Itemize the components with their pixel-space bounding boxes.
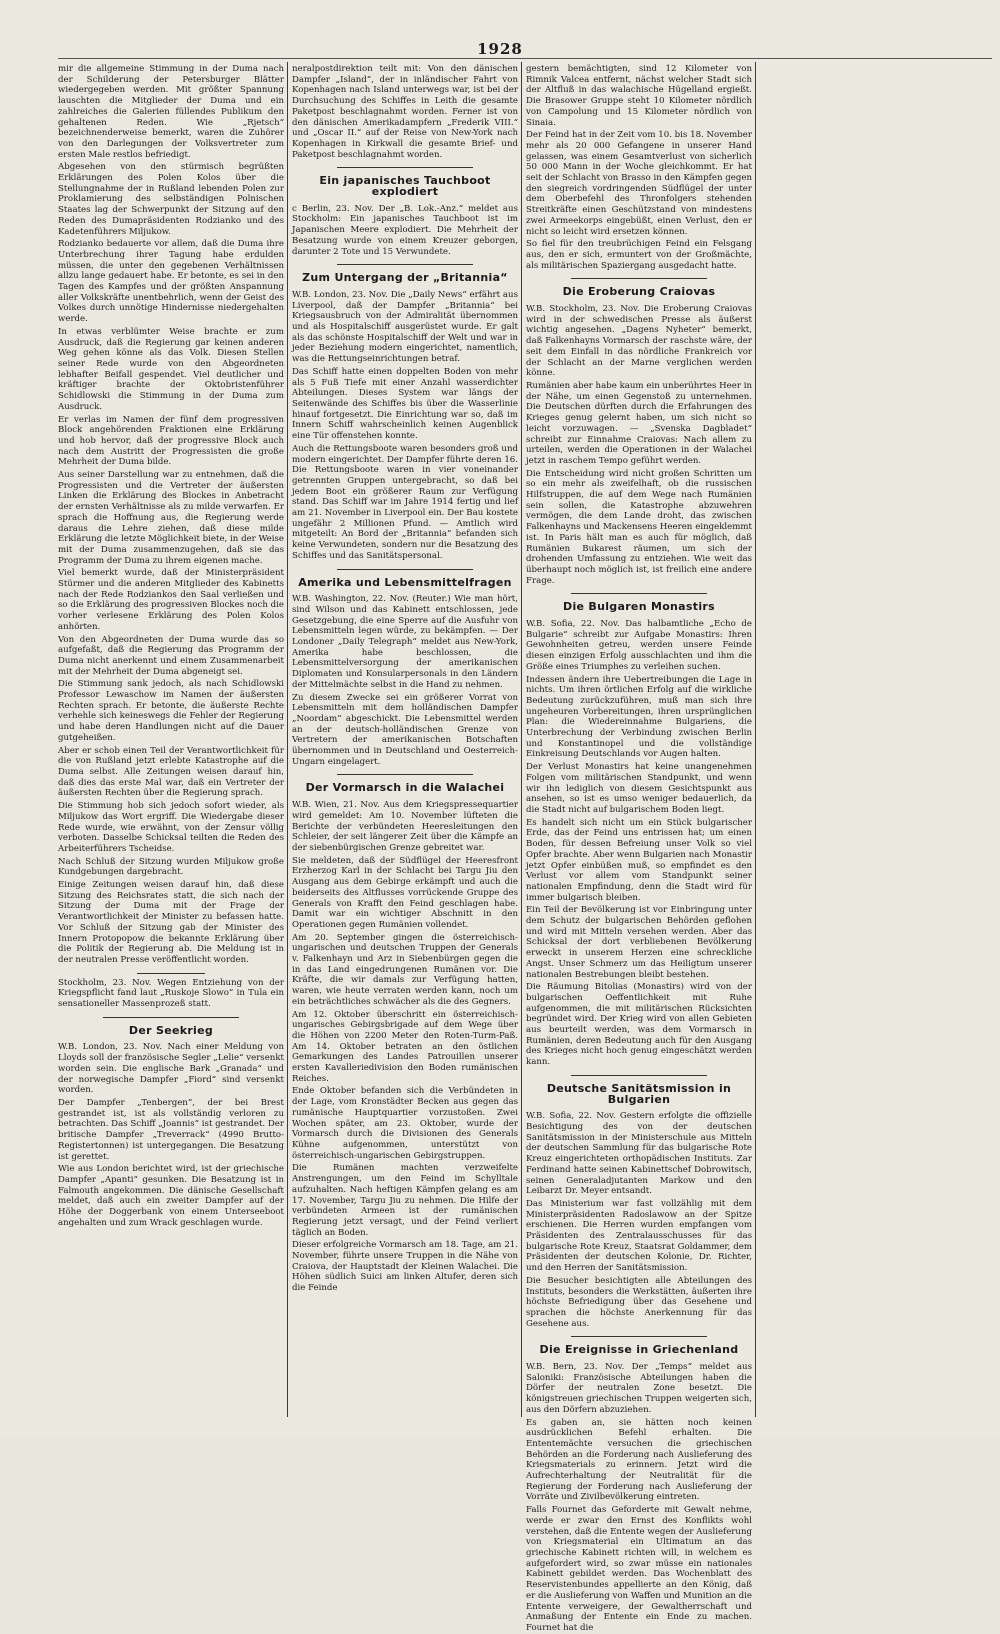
- article-paragraph: Zu diesem Zwecke sei ein größerer Vorrat von Lebensmitteln mit dem holländischen Dampfer „Noordam“ abgeschickt. Die Lebensmittel werden an der deutsch-holländischen Grenze von Vertretern der amerikanischen Botschaften übernommen und in Deutschland und Oesterreich-Ungarn eingelagert.: [292, 692, 518, 767]
- article-paragraph: Er verlas im Namen der fünf dem progressiven Block angehörenden Fraktionen eine Erklärung und hob hervor, daß der progressive Block auch nach dem Austritt der Progressisten die große Mehrheit der Duma bilde.: [58, 414, 284, 468]
- article-paragraph: neralpostdirektion teilt mit: Von den dänischen Dampfer „Island“, der in inländischer Fahrt von Kopenhagen nach Island unterwegs war, ist bei der Durchsuchung des Schiffes in Leith die gesamte Paketpost beschlagnahmt worden. Ferner ist von den dänischen Amerikadampfern „Frederik VIII.“ und „Oscar II.“ auf der Reise von New-York nach Kopenhagen in Kirkwall die gesamte Brief- und Paketpost beschlagnahmt worden.: [292, 64, 518, 160]
- article-paragraph: Aber er schob einen Teil der Verantwortlichkeit für die von Rußland jetzt erlebte Katastrophe auf die Duma selbst. Alle Zeitungen weisen darauf hin, daß dies das erste Mal war, daß ein Vertreter der äußersten Rechten über die Regierung sprach.: [58, 745, 284, 799]
- section-heading: Ein japanisches Tauchboot explodiert: [319, 174, 491, 199]
- section-heading: Amerika und Lebensmittelfragen: [298, 575, 512, 589]
- section-rule: [571, 278, 707, 279]
- section-heading: Die Bulgaren Monastirs: [563, 600, 715, 614]
- article-paragraph: Stockholm, 23. Nov. Wegen Entziehung von der Kriegspflicht fand laut „Ruskoje Slowo“ in Tula ein sensationeller Massenprozeß statt.: [58, 977, 284, 1010]
- section-heading: Der Vormarsch in die Walachei: [305, 781, 505, 795]
- article-paragraph: W.B. Bern, 23. Nov. Der „Temps“ meldet aus Saloniki: Französische Abteilungen haben die Dörfer der neutralen Zone besetzt. Die königstreuen griechischen Truppen weigerten sich, aus den Dörfern abzuziehen.: [526, 1362, 752, 1415]
- article-paragraph: Von den Abgeordneten der Duma wurde das so aufgefaßt, daß die Regierung das Programm der Duma nicht anerkennt und einem Zusammenarbeit mit der Mehrheit der Duma abgeneigt sei.: [58, 634, 284, 677]
- article-paragraph: Auch die Rettungsboote waren besonders groß und modern eingerichtet. Der Dampfer führte deren 16. Die Rettungsboote waren in vier voneinander getrennten Gruppen untergebracht, so daß bei jedem Boot ein größerer Raum zur Verfügung stand. Das Schiff war im Jahre 1914 fertig und lief am 21. November in Liverpool ein. Der Bau kostete ungefähr 2 Millionen Pfund. — Amtlich wird mitgeteilt: An Bord der „Britannia“ befanden sich keine Verwundeten, sondern nur die Besatzung des Schiffes und das Sanitätspersonal.: [292, 443, 518, 561]
- article-paragraph: Die Stimmung hob sich jedoch sofort wieder, als Miljukow das Wort ergriff. Die Wiedergabe dieser Rede wurde, wie erwähnt, von der Zensur völlig verboten. Dasselbe Schicksal teilten die Reden des Arbeiterführers Tscheidse.: [58, 801, 284, 854]
- section-heading: Die Eroberung Craiovas: [562, 285, 716, 299]
- article-paragraph: gestern bemächtigten, sind 12 Kilometer von Rimnik Valcea entfernt, nächst welcher Stadt sich der Altfluß in das walachische Hügelland ergießt. Die Brasower Gruppe steht 10 Kilometer nördlich von Campolung und 15 Kilometer nördlich von Sinaia.: [526, 64, 752, 128]
- section-rule: [571, 1075, 707, 1076]
- article-paragraph: Ein Teil der Bevölkerung ist vor Einbringung unter dem Schutz der bulgarischen Behörden geflohen und wird mit Mitteln versehen werden. Aber das Schicksal der dort verbliebenen Bevölkerung erweckt in unserem Herzen eine schreckliche Angst. Unser Schmerz um das Heiligtum unserer nationalen Bestrebungen bleibt bestehen.: [526, 905, 752, 980]
- article-paragraph: Rumänien aber habe kaum ein unberührtes Heer in der Nähe, um einen Gegenstoß zu unternehmen. Die Deutschen dürften durch die Erfahrungen des Krieges genug gelernt haben, um sich nicht so leicht vorzuwagen. — „Svenska Dagbladet“ schreibt zur Einnahme Craiovas: Nach allem zu urteilen, werden die Operationen in der Walachei jetzt in raschem Tempo geführt werden.: [526, 380, 752, 466]
- article-paragraph: Das Ministerium war fast vollzählig mit dem Ministerpräsidenten Radoslawow an der Spitze erschienen. Die Herren wurden empfangen vom Präsidenten des Zentralausschusses für das bulgarische Rote Kreuz, Staatsrat Goldammer, dem Präsidenten der deutschen Kolonie, Dr. Richter, und den Herren der Sanitätsmission.: [526, 1198, 752, 1274]
- article-paragraph: Abgesehen von den stürmisch begrüßten Erklärungen des Polen Kolos über die Stellungnahme der in Rußland lebenden Polen zur Proklamierung des selbständigen Polnischen Staates lag der Schwerpunkt der Sitzung auf den Reden des Dumapräsidenten Rodzianko und des Kadetenführers Miljukow.: [58, 162, 284, 237]
- article-paragraph: mir die allgemeine Stimmung in der Duma nach der Schilderung der Petersburger Blätter wiedergegeben werden. Mit größter Spannung lauschten die Mitglieder der Duma und ein zahlreiches die Galerien füllendes Publikum den gehaltenen Reden. Wie „Rjetsch“ bezeichnenderweise bemerkt, waren die Zuhörer von den Darlegungen der Volksvertreter zum ersten Male restlos befriedigt.: [58, 64, 284, 160]
- article-paragraph: Der Verlust Monastirs hat keine unangenehmen Folgen vom militärischen Standpunkt, und wenn wir ihn lediglich von diesem Gesichtspunkt aus ansehen, so ist es umso weniger bedauerlich, da die Stadt nicht auf bulgarischem Boden liegt.: [526, 762, 752, 815]
- article-paragraph: Am 12. Oktober überschritt ein österreichisch-ungarisches Gebirgsbrigade auf dem Wege über die Höhen von 2200 Meter den Roten-Turm-Paß. Am 14. Oktober betraten an den östlichen Gemarkungen des Landes Patrouillen unserer ersten Kavalleriedivision den Boden rumänischen Reiches.: [292, 1009, 518, 1084]
- section-heading: Die Ereignisse in Griechenland: [539, 1343, 739, 1357]
- article-paragraph: Der Dampfer „Tenbergen“, der bei Brest gestrandet ist, ist als vollständig verloren zu betrachten. Das Schiff „Joannis“ ist gestrandet. Der britische Dampfer „Treverrack“ (4990 Brutto-Registertonnen) ist untergegangen. Die Besatzung ist gerettet.: [58, 1097, 284, 1162]
- section-rule: [337, 264, 473, 265]
- section-heading: Der Seekrieg: [128, 1023, 214, 1037]
- section-rule: [337, 774, 473, 775]
- article-paragraph: Die Stimmung sank jedoch, als nach Schidlowski Professor Lewaschow im Namen der äußersten Rechten sprach. Er betonte, die äußerste Rechte verhehle sich keineswegs die Fehler der Regierung und habe deren Handlungen nicht auf die Dauer gutgeheißen.: [58, 679, 284, 743]
- article-paragraph: W.B. Sofia, 22. Nov. Das halbamtliche „Echo de Bulgarie“ schreibt zur Aufgabe Monastirs: Ihren Gewohnheiten getreu, werden unsere Feinde diesen einzigen Erfolg ausschlachten und ihm die Größe eines Triumphes zu verleihen suchen.: [526, 619, 752, 672]
- article-paragraph: Sie meldeten, daß der Südflügel der Heeresfront Erzherzog Karl in der Schlacht bei Targu Jiu den Ausgang aus dem Gebirge erkämpft und auch die beiderseits des Altflusses vorrückende Gruppe des Generals von Krafft den Feind geschlagen habe. Damit war ein wichtiger Abschnitt in den Operationen gegen Rumänien vollendet.: [292, 855, 518, 930]
- column-1: [58, 64, 284, 1414]
- article-paragraph: Der Feind hat in der Zeit vom 10. bis 18. November mehr als 20 000 Gefangene in unserer Hand gelassen, was einem Gesamtverlust von sicherlich 50 000 Mann in der Woche gleichkommt. Er hat seit der Schlacht von Brasso in den Kämpfen gegen den siegreich vordringenden Südflügel der unter dem Oberbefehl des Thronfolgers stehenden Streitkräfte einen Geschützstand von mindestens zwei Armeekorps eingebüßt, einen Verlust, den er nicht so leicht wird ersetzen können.: [526, 130, 752, 237]
- article-paragraph: Falls Fournet das Geforderte mit Gewalt nehme, werde er zwar den Ernst des Konflikts wohl verstehen, daß die Entente wegen der Auslieferung von Kriegsmaterial ein Ultimatum an das griechische Kabinett richten will, in welchem es aufgefordert wird, so zwar müsse ein nationales Kabinett gebildet werden. Das Wochenblatt des Reservistenbundes appellierte an den König, daß er die Auslieferung von Waffen und Munition an die Entente verweigere, der Gewaltherrschaft und Anmaßung der Entente ein Ende zu machen. Fournet hat die: [526, 1505, 752, 1633]
- section-rule: [337, 569, 473, 570]
- section-rule: [571, 1336, 707, 1337]
- article-paragraph: W.B. Wien, 21. Nov. Aus dem Kriegspressequartier wird gemeldet: Am 10. November lüfteten die Berichte der verbündeten Heeresleitungen den Schleier, der seit längerer Zeit über die Kämpfe an der siebenbürgischen Grenze gebreitet war.: [292, 800, 518, 853]
- section-heading: Zum Untergang der „Britannia“: [302, 271, 508, 285]
- article-paragraph: Dieser erfolgreiche Vormarsch am 18. Tage, am 21. November, führte unsere Truppen in die Nähe von Craiova, der Hauptstadt der Kleinen Walachei. Die Höhen südlich Suici am linken Altufer, deren sich die Feinde: [292, 1240, 518, 1294]
- article-paragraph: Die Rumänen machten verzweifelte Anstrengungen, um den Feind im Schylltale aufzuhalten. Nach heftigen Kämpfen gelang es am 17. November, Targu Jiu zu nehmen. Die Hilfe der verbündeten Armeen ist der rumänischen Regierung jetzt versagt, und der Feind verliert täglich an Boden.: [292, 1163, 518, 1238]
- section-rule: [103, 1017, 239, 1018]
- section-heading: Deutsche Sanitätsmission in Bulgarien: [546, 1081, 732, 1106]
- section-rule: [137, 973, 205, 974]
- article-paragraph: Das Schiff hatte einen doppelten Boden von mehr als 5 Fuß Tiefe mit einer Anzahl wasserdichter Abteilungen. Dieses System war längs der Seitenwände des Schiffes bis über die Wasserlinie hinauf fortgesetzt. Die Einrichtung war so, daß im Innern Schiff wahrscheinlich keinen Augenblick eine Tür offenstehen konnte.: [292, 366, 518, 442]
- article-paragraph: W.B. London, 23. Nov. Nach einer Meldung von Lloyds soll der französische Segler „Lelie“ versenkt worden sein. Die englische Bark „Granada“ und der norwegische Dampfer „Fiord“ sind versenkt worden.: [58, 1042, 284, 1096]
- article-paragraph: Die Besucher besichtigten alle Abteilungen des Instituts, besonders die Werkstätten, äußerten ihre höchste Befriedigung über das Gesehene und sprachen die höchste Anerkennung für das Gesehene aus.: [526, 1275, 752, 1329]
- article-paragraph: Viel bemerkt wurde, daß der Ministerpräsident Stürmer und die anderen Mitglieder des Kabinetts nach der Rede Rodziankos den Saal verließen und so die Erklärung des progressiven Blockes noch die vorher verlesene Erklärung des Polen Kolos anhörten.: [58, 568, 284, 632]
- article-paragraph: W.B. Stockholm, 23. Nov. Die Eroberung Craiovas wird in der schwedischen Presse als äußerst wichtig angesehen. „Dagens Nyheter“ bemerkt, daß Falkenhayns Vormarsch der raschste wäre, der seit dem Einfall in das nördliche Frankreich vor der Schlacht an der Marne verglichen werden könne.: [526, 304, 752, 379]
- column-divider: [755, 62, 756, 1417]
- article-paragraph: Aus seiner Darstellung war zu entnehmen, daß die Progressisten und die Vertreter der äußersten Linken die Erklärung des Blockes in Anbetracht der ernsten Verhältnisse als zu milde verwarfen. Er sprach die Hoffnung aus, die Regierung werde daraus die Lehre ziehen, daß diese milde Erklärung die letzte Möglichkeit biete, in der Weise mit der Duma zusammenzugehen, daß sie das Programm der Duma zu ihrem eigenen mache.: [58, 470, 284, 566]
- article-paragraph: Nach Schluß der Sitzung wurden Miljukow große Kundgebungen dargebracht.: [58, 856, 284, 878]
- article-paragraph: Die Räumung Bitolias (Monastirs) wird von der bulgarischen Oeffentlichkeit mit Ruhe aufgenommen, die mit militärischen Rücksichten begründet wird. Der Krieg wird von allen Gebieten aus beurteilt werden, was dem Vormarsch in Rumänien, deren Bedeutung auch für den Ausgang des Krieges nicht hoch genug eingeschätzt werden kann.: [526, 982, 752, 1068]
- article-paragraph: c Berlin, 23. Nov. Der „B. Lok.-Anz.“ meldet aus Stockholm: Ein japanisches Tauchboot ist im Japanischen Meere explodiert. Die Mehrheit der Besatzung wurde von einem Kreuzer geborgen, darunter 2 Tote und 15 Verwundete.: [292, 203, 518, 257]
- article-paragraph: Ende Oktober befanden sich die Verbündeten in der Lage, vom Kronstädter Becken aus gegen das rumänische Hauptquartier vorzustoßen. Zwei Wochen später, am 23. Oktober, wurde der Vormarsch durch die Divisionen des Generals Kühne aufgenommen, unterstützt von österreichisch-ungarischen Gebirgstruppen.: [292, 1086, 518, 1161]
- column-3: [526, 64, 752, 1633]
- article-paragraph: W.B. Sofia, 22. Nov. Gestern erfolgte die offizielle Besichtigung des von der deutschen Sanitätsmission in der Ministerschule aus Mitteln der deutschen Sammlung für das bulgarische Rote Kreuz eingerichteten orthopädischen Instituts. Zar Ferdinand hatte seinen Kabinettschef Dobrowitsch, seinen Generaladjutanten Markow und den Leibarzt Dr. Meyer entsandt.: [526, 1111, 752, 1197]
- article-paragraph: Einige Zeitungen weisen darauf hin, daß diese Sitzung des Reichsrates statt, die sich nach der Sitzung der Duma mit der Frage der Verantwortlichkeit der Minister zu befassen hatte. Vor Schluß der Sitzung gab der Minister des Innern Protopopow die bekannte Erklärung über die Politik der Regierung ab. Die Meldung ist in der neutralen Presse veröffentlicht worden.: [58, 880, 284, 965]
- article-paragraph: W.B. Washington, 22. Nov. (Reuter.) Wie man hört, sind Wilson und das Kabinett entschlossen, jede Gesetzgebung, die eine Sperre auf die Ausfuhr von Lebensmitteln legen würde, zu bekämpfen. — Der Londoner „Daily Telegraph“ meldet aus New-York, Amerika habe beschlossen, die Lebensmittelversorgung der amerikanischen Diplomaten und Konsularpersonals in den Ländern der Mittelmächte selbst in die Hand zu nehmen.: [292, 594, 518, 690]
- section-rule: [337, 167, 473, 168]
- article-paragraph: Am 20. September gingen die österreichisch-ungarischen und deutschen Truppen der Generals v. Falkenhayn und Arz in Siebenbürgen gegen die in das Land eingedrungenen Rumänen vor. Die Kräfte, die wir damals zur Verfügung hatten, waren, wie heute verraten werden kann, noch um ein beträchtliches schwächer als die des Gegners.: [292, 932, 518, 1007]
- column-2: [292, 64, 518, 1414]
- article-paragraph: W.B. London, 23. Nov. Die „Daily News“ erfährt aus Liverpool, daß der Dampfer „Britannia“ bei Kriegsausbruch von der Admiralität übernommen und als Hospitalschiff ausgerüstet wurde. Er galt als das schönste Hospitalschiff der Welt und war in jeder Beziehung modern eingerichtet, namentlich, was die Rettungseinrichtungen betraf.: [292, 289, 518, 365]
- column-divider: [521, 62, 522, 1417]
- article-paragraph: Rodzianko bedauerte vor allem, daß die Duma ihre Unterbrechung ihrer Tagung habe erdulden müssen, die unter den gegebenen Verhältnissen allzu lange gedauert habe. Er betonte, es sei in den Tagen des Kampfes und der größten Anspannung aller Volkskräfte unentbehrlich, wenn der Geist des Volkes durch unnötige Hindernisse niedergehalten werde.: [58, 239, 284, 325]
- article-paragraph: Es handelt sich nicht um ein Stück bulgarischer Erde, das der Feind uns entrissen hat; um einen Boden, für dessen Befreiung unser Volk so viel Opfer brachte. Aber wenn Bulgarien nach Monastir jetzt Opfer einbüßen muß, so empfindet es den Verlust vor allem vom Standpunkt seiner nationalen Empfindung, denn die Stadt wird für immer bulgarisch bleiben.: [526, 817, 752, 903]
- article-paragraph: Indessen ändern ihre Uebertreibungen die Lage in nichts. Um ihren örtlichen Erfolg auf die wirkliche Bedeutung zurückzuführen, muß man sich ihre ungeheuren Vorbereitungen, ihren ursprünglichen Plan: die Wiedereinnahme Bulgariens, die Unterbrechung der Verbindung zwischen Berlin und Konstantinopel und die vollständige Einkreisung Deutschlands vor Augen halten.: [526, 674, 752, 760]
- section-rule: [571, 593, 707, 594]
- article-paragraph: Die Entscheidung wird nicht großen Schritten um so ein mehr als zweifelhaft, ob die russischen Hilfstruppen, die auf dem Wege nach Rumänien sein sollen, die Katastrophe abzuwehren vermögen, die dem Lande droht, das zwischen Falkenhayns und Mackensens Heeren eingeklemmt ist. In Paris hält man es auch für möglich, daß Rumänien Bukarest räumen, um sich der drohenden Umfassung zu entziehen. Wie weit das überhaupt noch möglich ist, ist freilich eine andere Frage.: [526, 468, 752, 586]
- column-divider: [287, 62, 288, 1417]
- article-paragraph: Wie aus London berichtet wird, ist der griechische Dampfer „Apanti“ gesunken. Die Besatzung ist in Falmouth angekommen. Die dänische Gesellschaft meldet, daß auch ein zweiter Dampfer auf der Höhe der Doggerbank von einem Unterseeboot angehalten und zum Wrack geschlagen wurde.: [58, 1164, 284, 1228]
- article-paragraph: So fiel für den treubrüchigen Feind ein Felsgang aus, den er sich, ermuntert von der Großmächte, als militärischen Spaziergang ausgedacht hatte.: [526, 239, 752, 271]
- header-rule: [58, 58, 992, 59]
- page-number: 1928: [477, 40, 523, 58]
- article-paragraph: In etwas verblümter Weise brachte er zum Ausdruck, daß die Regierung gar keinen anderen Weg gehen könne als das Volk. Diesen Stellen seiner Rede wurde von den Abgeordneten lebhafter Beifall gespendet. Viel deutlicher und kräftiger brachte der Oktobristenführer Schidlowski die Stimmung in der Duma zum Ausdruck.: [58, 326, 284, 412]
- article-paragraph: Es gaben an, sie hätten noch keinen ausdrücklichen Befehl erhalten. Die Ententemächte versuchen die griechischen Behörden an die Forderung nach Auslieferung des Kriegsmaterials zu erinnern. Jetzt wird die Aufrechterhaltung der Neutralität für die Regierung der Forderung nach Auslieferung der Vorräte und Zivilbevölkerung eintreten.: [526, 1417, 752, 1503]
